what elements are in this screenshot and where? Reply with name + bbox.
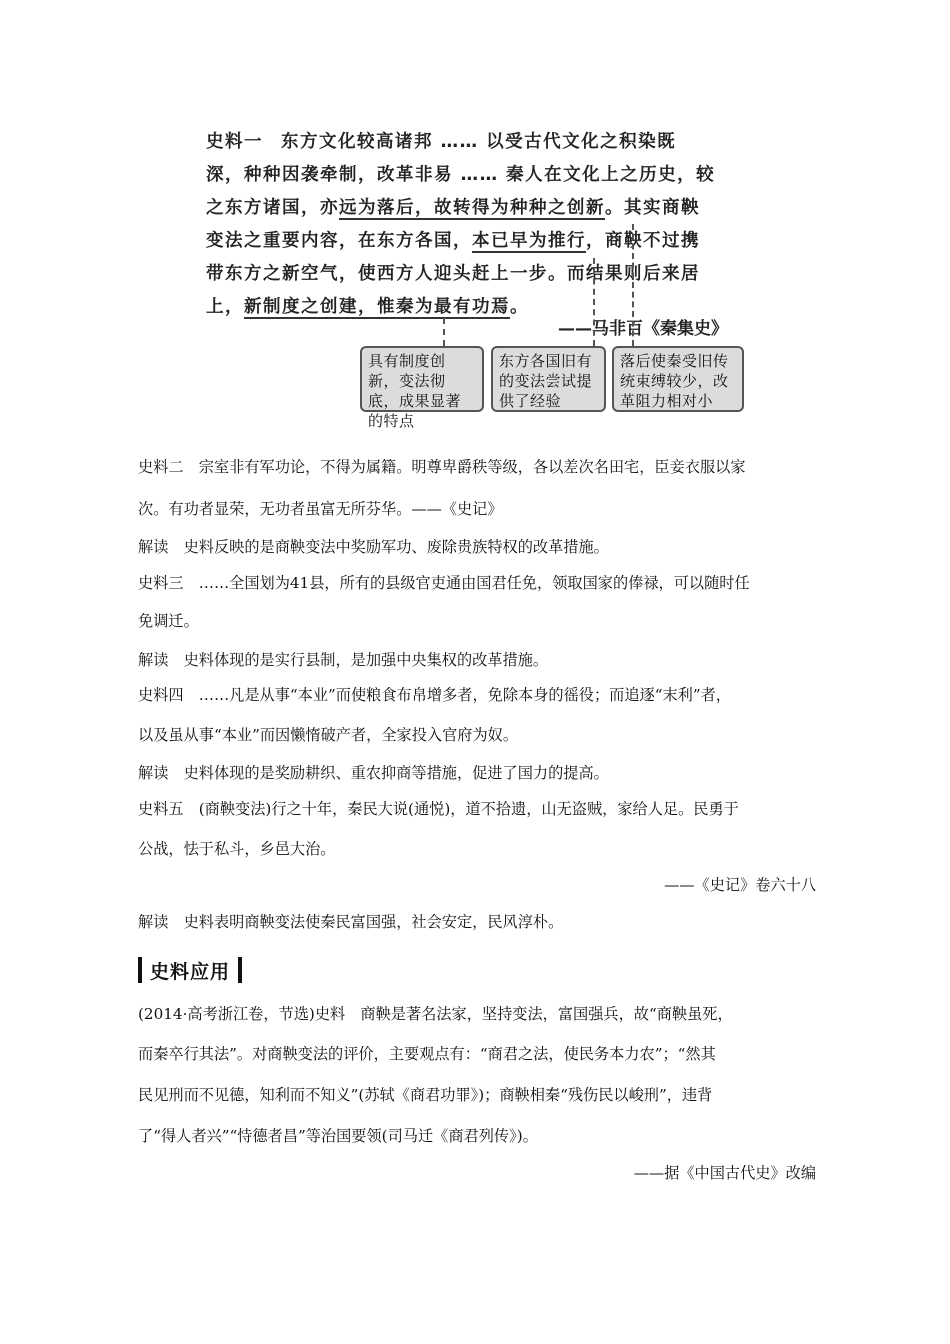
source-five-line-2: 公战，怯于私斗，乡邑大治。 [138,840,336,858]
source-four-line-2: 以及虽从事“本业”而因懒惰破产者，全家投入官府为奴。 [138,726,519,744]
source-four-line-1: 史料四 ……凡是从事“本业”而使粮食布帛增多者，免除本身的徭役；而追逐“末利”者， [138,686,731,704]
source-five-line-1: 史料五 (商鞅变法)行之十年，秦民大说(通悦)，道不拾遗，山无盗贼，家给人足。民勇于 [138,800,739,818]
interpretation-five: 解读 史料表明商鞅变法使秦民富国强，社会安定，民风淳朴。 [138,913,564,931]
section-heading-label: 史料应用 [150,960,231,983]
annotation-box-1: 具有制度创新，变法彻底，成果显著的特点 [360,346,484,412]
section-heading [138,955,262,985]
interpretation-three: 解读 史料体现的是实行县制，是加强中央集权的改革措施。 [138,651,549,669]
application-line-2: 而秦卒行其法”。对商鞅变法的评价，主要观点有：“商君之法，使民务本力农”；“然其 [138,1045,716,1063]
figure-line-4: 变法之重要内容，在东方各国，本已早为推行，商鞅不过携 [206,231,700,251]
connector-line-3 [632,224,634,346]
figure-line-6: 上，新制度之创建，惟秦为最有功焉。 [206,297,529,317]
figure-line-1: 史料一 东方文化较高诸邦 …… 以受古代文化之积染既 [206,132,677,152]
figure-lead: 史料一 [206,132,263,152]
source-five-citation: ——《史记》卷六十八 [664,876,816,894]
figure-line-2: 深，种种因袭牵制，改革非易 …… 秦人在文化上之历史，较 [206,165,716,185]
connector-line-2 [593,258,595,346]
source-three-line-2: 免调迁。 [138,612,199,630]
source-three-line-1: 史料三 ……全国划为41县，所有的县级官吏通由国君任免，领取国家的俸禄，可以随时任 [138,574,750,592]
annotation-box-2: 东方各国旧有的变法尝试提供了经验 [491,346,606,412]
interpretation-four: 解读 史料体现的是奖励耕织、重农抑商等措施，促进了国力的提高。 [138,764,609,782]
annotation-box-3: 落后使秦受旧传统束缚较少，改革阻力相对小 [612,346,744,412]
connector-line-1 [443,318,445,346]
source-two-line-1: 史料二 宗室非有军功论，不得为属籍。明尊卑爵秩等级，各以差次名田宅，臣妾衣服以家 [138,458,746,476]
heading-bar-right [238,957,242,983]
application-line-3: 民见刑而不见德，知利而不知义”(苏轼《商君功罪》)；商鞅相秦“残伤民以峻刑”，违背 [138,1086,713,1104]
figure-line-3: 之东方诸国，亦远为落后，故转得为种种之创新。其实商鞅 [206,198,700,218]
underlined-phrase-3: 新制度之创建，惟秦为最有功焉 [244,297,510,317]
interpretation-two: 解读 史料反映的是商鞅变法中奖励军功、废除贵族特权的改革措施。 [138,538,609,556]
source-two-line-2: 次。有功者显荣，无功者虽富无所芬华。——《史记》 [138,500,503,518]
application-line-4: 了“得人者兴”“恃德者昌”等治国要领(司马迁《商君列传》)。 [138,1127,538,1145]
application-source: ——据《中国古代史》改编 [633,1164,816,1182]
application-line-1: (2014·高考浙江卷，节选)史料 商鞅是著名法家，坚持变法，富国强兵，故“商鞅虽死， [138,1005,733,1023]
figure-citation: ——马非百《秦集史》 [558,319,728,339]
figure-line-5: 带东方之新空气，使西方人迎头赶上一步。而结果则后来居 [206,264,700,284]
underlined-phrase-2: 本已早为推行 [472,231,586,251]
underlined-phrase-1: 远为落后，故转得为种种之创新 [339,198,605,218]
